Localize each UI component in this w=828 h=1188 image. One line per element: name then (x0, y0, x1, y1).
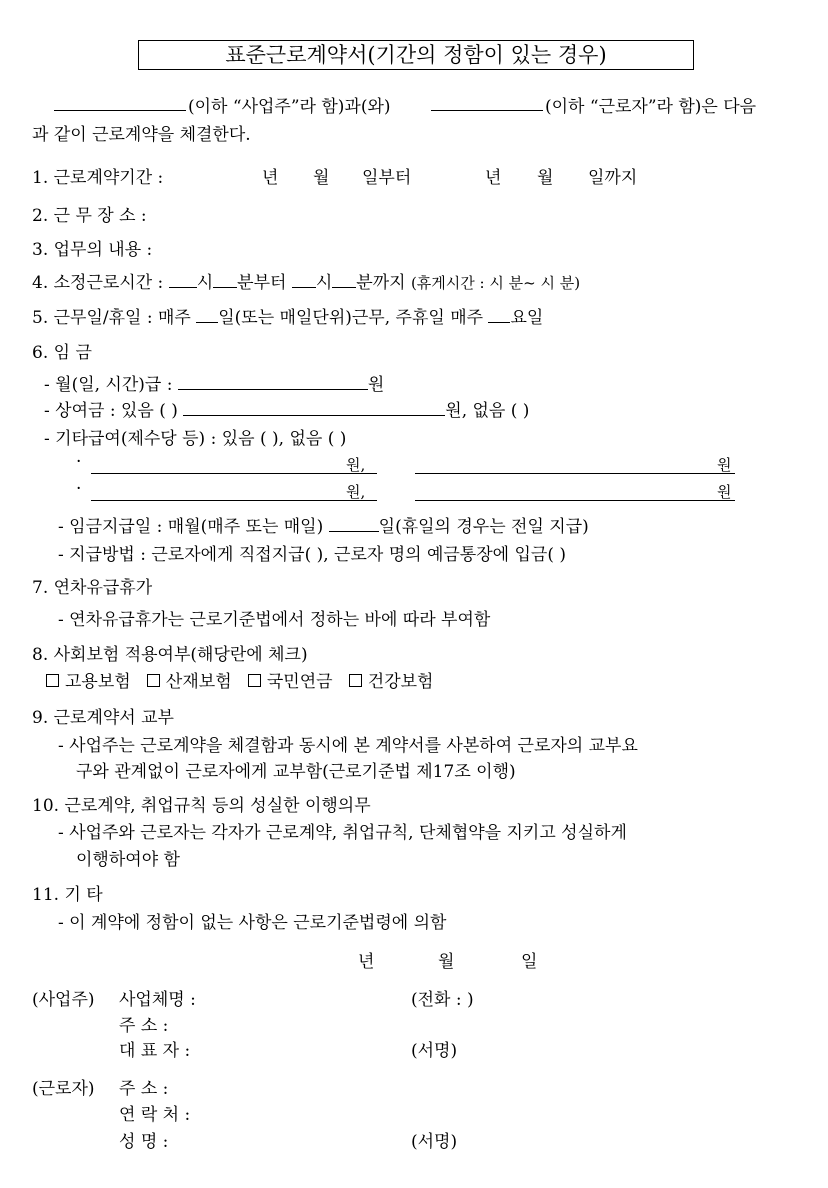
bonus-row (44, 396, 529, 421)
rest-day-text: 요일 (510, 308, 544, 328)
contract-delivery-line2: 구와 관계없이 근로자에게 교부함(근로기준법 제17조 이행) (76, 762, 516, 782)
bonus-label: - 상여금 : 있음 ( ) (44, 401, 178, 421)
workdays-text: 일(또는 매일단위)근무, 주휴일 매주 (218, 308, 484, 328)
other-pay-won-1: 원, (346, 456, 366, 474)
working-hours-label: 4. 소정근로시간 : (32, 273, 164, 293)
break-time: (휴게시간 : 시 분~ 시 분) (410, 274, 581, 292)
worker-role: (근로자) (32, 1079, 95, 1099)
period-day-from: 일부터 (362, 168, 412, 188)
employer-phone-label: (전화 : ) (411, 990, 474, 1010)
date-day: 일 (521, 952, 538, 972)
intro-worker-ref: (이하 “근로자”라 함)은 다음 (545, 97, 757, 117)
intro-line2: 과 같이 근로계약을 체결한다. (32, 125, 251, 145)
rest-day-blank[interactable] (488, 321, 510, 323)
date-year: 년 (358, 952, 375, 972)
obligation-line1: - 사업주와 근로자는 각자가 근로계약, 취업규칙, 단체협약을 지키고 성실하게 (58, 823, 627, 843)
checkbox-icon[interactable] (349, 674, 362, 687)
date-month: 월 (438, 952, 455, 972)
payday-tail: 일(휴일의 경우는 전일 지급) (378, 517, 589, 537)
checkbox-icon[interactable] (147, 674, 160, 687)
workdays-label: 5. 근무일/휴일 : 매주 (32, 308, 191, 328)
annual-leave-label: 7. 연차유급휴가 (32, 578, 153, 598)
checkbox-icon[interactable] (46, 674, 59, 687)
minute-to: 분까지 (356, 273, 406, 293)
obligation-line2: 이행하여야 함 (76, 850, 180, 870)
insurance-option-label: 건강보험 (367, 672, 434, 692)
insurance-options (46, 667, 433, 692)
worker-address-label: 주 소 : (119, 1079, 169, 1099)
worker-name-label: 성 명 : (119, 1132, 169, 1152)
insurance-option[interactable] (349, 672, 434, 692)
checkbox-icon[interactable] (248, 674, 261, 687)
wage-amount-blank[interactable] (178, 388, 368, 390)
wage-row (44, 370, 384, 395)
workdays-blank[interactable] (196, 321, 218, 323)
other-pay-item-3-blank[interactable] (91, 500, 377, 501)
worker-name-blank[interactable] (431, 110, 543, 111)
employer-company-label: 사업체명 : (119, 990, 196, 1010)
end-hour-blank[interactable] (292, 286, 316, 288)
other-pay-bullet-2: · (76, 479, 82, 499)
insurance-option-label: 산재보험 (165, 672, 232, 692)
start-hour-blank[interactable] (169, 286, 197, 288)
intro-employer-ref: (이하 “사업주”라 함)과(와) (188, 97, 391, 117)
payday-row (58, 512, 589, 537)
end-minute-blank[interactable] (332, 286, 356, 288)
contract-delivery-label: 9. 근로계약서 교부 (32, 708, 174, 728)
hour-unit-2: 시 (315, 273, 333, 293)
insurance-option[interactable] (46, 672, 131, 692)
worker-contact-label: 연 락 처 : (119, 1105, 191, 1125)
other-pay-label: - 기타급여(제수당 등) : 있음 ( ), 없음 ( ) (44, 429, 347, 449)
payment-method: - 지급방법 : 근로자에게 직접지급( ), 근로자 명의 예금통장에 입금( ) (58, 545, 566, 565)
contract-period-label: 1. 근로계약기간 : (32, 168, 164, 188)
other-pay-item-2-blank[interactable] (415, 473, 735, 474)
wage-won: 원 (367, 375, 385, 395)
period-year-end: 년 (485, 168, 502, 188)
other-pay-won-3: 원, (346, 483, 366, 501)
wage-label: 6. 임 금 (32, 343, 92, 363)
working-hours-row (32, 268, 580, 293)
wage-type-label: - 월(일, 시간)급 : (44, 375, 173, 395)
bonus-tail: 원, 없음 ( ) (445, 401, 530, 421)
insurance-option[interactable] (147, 672, 232, 692)
job-description-label: 3. 업무의 내용 : (32, 240, 153, 260)
document-title: 표준근로계약서(기간의 정함이 있는 경우) (138, 40, 694, 70)
other-pay-item-4-blank[interactable] (415, 500, 735, 501)
employer-rep-label: 대 표 자 : (119, 1041, 191, 1061)
other-detail: - 이 계약에 정함이 없는 사항은 근로기준법령에 의함 (58, 913, 447, 933)
period-day-to: 일까지 (588, 168, 638, 188)
obligation-label: 10. 근로계약, 취업규칙 등의 성실한 이행의무 (32, 796, 371, 816)
payday-blank[interactable] (329, 530, 379, 532)
insurance-option-label: 국민연금 (266, 672, 333, 692)
worker-sign: (서명) (411, 1132, 458, 1152)
employer-address-label: 주 소 : (119, 1016, 169, 1036)
employer-name-blank[interactable] (54, 110, 186, 111)
bonus-amount-blank[interactable] (183, 414, 445, 416)
employer-role: (사업주) (32, 990, 95, 1010)
other-pay-bullet-1: · (76, 452, 82, 472)
other-pay-won-2: 원 (717, 456, 732, 474)
hour-unit: 시 (196, 273, 214, 293)
other-label: 11. 기 타 (32, 885, 103, 905)
social-insurance-label: 8. 사회보험 적용여부(해당란에 체크) (32, 645, 308, 665)
annual-leave-detail: - 연차유급휴가는 근로기준법에서 정하는 바에 따라 부여함 (58, 610, 491, 630)
employer-sign: (서명) (411, 1041, 458, 1061)
other-pay-item-1-blank[interactable] (91, 473, 377, 474)
period-month-end: 월 (537, 168, 554, 188)
other-pay-won-4: 원 (717, 483, 732, 501)
period-year-start: 년 (262, 168, 279, 188)
contract-delivery-line1: - 사업주는 근로계약을 체결함과 동시에 본 계약서를 사본하여 근로자의 교부요 (58, 736, 638, 756)
insurance-option[interactable] (248, 672, 333, 692)
period-month-start: 월 (313, 168, 330, 188)
insurance-option-label: 고용보험 (65, 672, 131, 692)
payday-label: - 임금지급일 : 매월(매주 또는 매일) (58, 517, 324, 537)
minute-from: 분부터 (237, 273, 287, 293)
workdays-row (32, 303, 543, 328)
start-minute-blank[interactable] (213, 286, 237, 288)
workplace-label: 2. 근 무 장 소 : (32, 206, 147, 226)
